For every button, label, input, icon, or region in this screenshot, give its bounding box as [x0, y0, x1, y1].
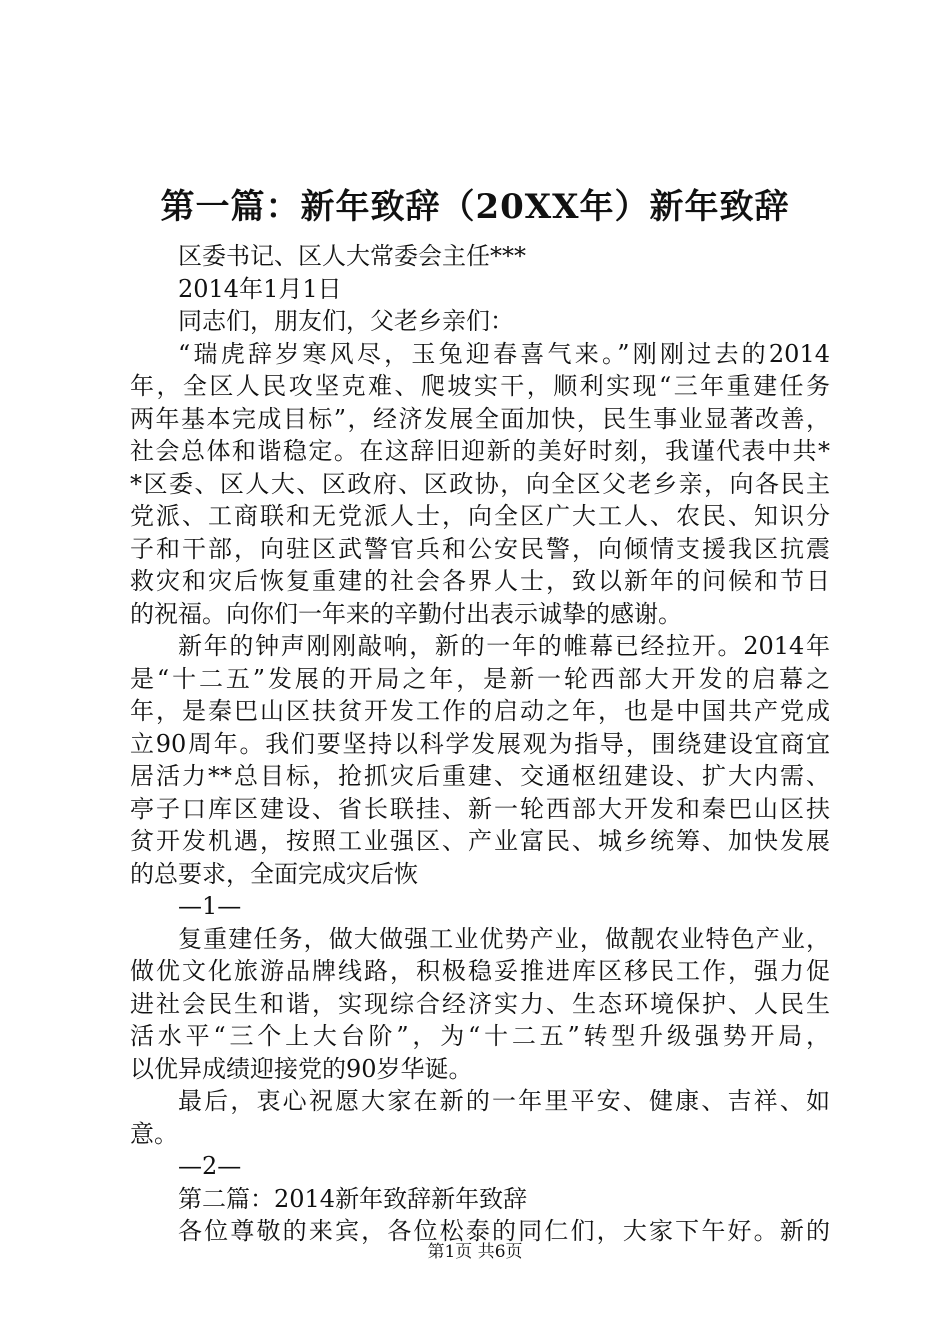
text-line: 救灾和灾后恢复重建的社会各界人士，致以新年的问候和节日 — [130, 567, 830, 595]
text-line: 以优异成绩迎接党的90岁华诞。 — [130, 1054, 473, 1083]
text-line: 做优文化旅游品牌线路，积极稳妥推进库区移民工作，强力促 — [130, 957, 830, 985]
text-line: 复重建任务，做大做强工业优势产业，做靓农业特色产业， — [178, 924, 830, 953]
document-title: 第一篇：新年致辞（20XX年）新年致辞 — [160, 187, 790, 227]
text-line: 社会总体和谐稳定。在这辞旧迎新的美好时刻，我谨代表中共* — [130, 437, 830, 465]
text-line: 亭子口库区建设、省长联挂、新一轮西部大开发和秦巴山区扶 — [130, 794, 830, 823]
text-line: 是“十二五”发展的开局之年，是新一轮西部大开发的启幕之 — [130, 664, 830, 693]
text-line: 居活力**总目标，抢抓灾后重建、交通枢纽建设、扩大内需、 — [130, 762, 830, 790]
text-line: 党派、工商联和无党派人士，向全区广大工人、农民、知识分 — [130, 502, 830, 530]
text-line: 的祝福。向你们一年来的辛勤付出表示诚挚的感谢。 — [130, 599, 682, 628]
text-line: 年，是秦巴山区扶贫开发工作的启动之年，也是中国共产党成 — [130, 697, 830, 725]
text-line: —2— — [178, 1152, 242, 1180]
text-line: 年，全区人民攻坚克难、爬坡实干，顺利实现“三年重建任务 — [130, 372, 830, 400]
text-line: 各位尊敬的来宾，各位松泰的同仁们，大家下午好。新的 — [178, 1217, 830, 1245]
text-line: 第二篇：2014新年致辞新年致辞 — [178, 1184, 528, 1213]
text-line: 活水平“三个上大台阶”，为“十二五”转型升级强势开局， — [130, 1022, 830, 1050]
text-line: 进社会民生和谐，实现综合经济实力、生态环境保护、人民生 — [130, 989, 830, 1018]
text-line: 最后，衷心祝愿大家在新的一年里平安、健康、吉祥、如 — [178, 1087, 830, 1115]
text-line: —1— — [178, 892, 242, 920]
text-line: 立90周年。我们要坚持以科学发展观为指导，围绕建设宜商宜 — [130, 729, 830, 758]
text-line: 的总要求，全面完成灾后恢 — [130, 859, 418, 888]
page-footer: 第1页 共6页 — [427, 1242, 523, 1262]
text-line: “瑞虎辞岁寒风尽，玉兔迎春喜气来。”刚刚过去的2014 — [178, 339, 830, 368]
text-line: 意。 — [130, 1119, 178, 1148]
text-line: 同志们，朋友们，父老乡亲们： — [178, 307, 514, 335]
text-line: *区委、区人大、区政府、区政协，向全区父老乡亲，向各民主 — [130, 469, 830, 498]
text-line: 两年基本完成目标”，经济发展全面加快，民生事业显著改善， — [130, 404, 830, 433]
text-line: 2014年1月1日 — [178, 274, 342, 303]
text-line: 新年的钟声刚刚敲响，新的一年的帷幕已经拉开。2014年 — [178, 632, 830, 660]
text-line: 区委书记、区人大常委会主任*** — [178, 242, 526, 270]
document-body — [130, 240, 830, 1248]
text-line: 子和干部，向驻区武警官兵和公安民警，向倾情支援我区抗震 — [130, 534, 830, 563]
text-line: 贫开发机遇，按照工业强区、产业富民、城乡统筹、加快发展 — [130, 827, 830, 855]
